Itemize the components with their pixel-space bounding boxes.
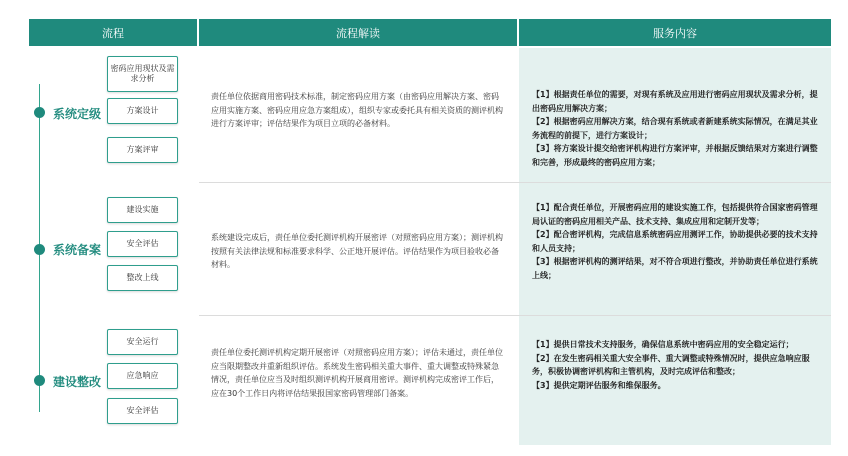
stage-3-service-2: 【2】在发生密码相关重大安全事件、重大调整或特殊情况时，提供应急响应服务，积极协调密评机构和主管机构，及时完成评估和整改； [532,353,810,376]
stage-2-step-1[interactable]: 建设实施 [107,197,178,223]
header-service-content: 服务内容 [519,19,831,46]
stage-2-step-2[interactable]: 安全评估 [107,231,178,257]
stage-3-service-3: 【3】提供定期评估服务和维保服务。 [532,380,666,390]
stage-3-dot [34,375,45,386]
stage-2-service-1: 【1】配合责任单位，开展密码应用的建设实施工作，包括提供符合国家密码管理局认证的密码应用相关产品、技术支持、集成应用和定制开发等； [532,203,818,226]
stage-1-step-2[interactable]: 方案设计 [107,98,178,124]
stage-1-services [532,88,821,169]
stage-1-interpretation-cell [199,48,517,182]
process-table [29,19,831,445]
header-interpretation: 流程解读 [199,19,517,46]
stage-1-dot [34,107,45,118]
stage-2-service-cell [519,183,831,315]
stage-3-services [532,338,821,392]
stage-2-description: 系统建设完成后，责任单位委托测评机构开展密评（对照密码应用方案）；测评机构按照有关法律法规和标准要求科学、公正地开展评估。评估结果作为项目验收必备材料。 [211,233,503,269]
stage-1-name: 系统定级 [53,107,102,121]
stage-3-service-1: 【1】提供日常技术支持服务，确保信息系统中密码应用的安全稳定运行； [532,340,794,349]
stage-2-service-3: 【3】根据密评机构的测评结果，对不符合项进行整改，并协助责任单位进行系统上线； [532,257,818,280]
stage-3-interpretation-cell [199,316,517,445]
stage-3-service-cell [519,316,831,445]
stage-3-description: 责任单位委托测评机构定期开展密评（对照密码应用方案）；评估未通过，责任单位应当限期整改并重新组织评估。系统发生密码相关重大事件、重大调整或特殊紧急情况，责任单位应当及时组织测评机构开展商用密评。测评机构完成密评工作后，应在30个工作日内将评估结果报国家密码管理部门备案。 [211,348,503,398]
stage-3-step-1[interactable]: 安全运行 [107,329,178,355]
stage-3-name: 建设整改 [53,375,102,389]
header-process: 流程 [29,19,197,46]
stage-1-service-cell [519,48,831,182]
stage-2-interpretation-cell [199,183,517,315]
stage-1-step-3[interactable]: 方案评审 [107,137,178,163]
stage-1-service-3: 【3】将方案设计提交给密评机构进行方案评审，并根据反馈结果对方案进行调整和完善，形成最终的密码应用方案； [532,144,818,167]
stage-2-dot [34,244,45,255]
stage-2-name: 系统备案 [53,243,102,257]
stage-1-service-1: 【1】根据责任单位的需要，对现有系统及应用进行密码应用现状及需求分析，提出密码应用解决方案； [532,90,818,113]
stage-1-step-1[interactable]: 密码应用现状及需求分析 [107,56,178,92]
stage-2-step-3[interactable]: 整改上线 [107,265,178,291]
stage-1-service-2: 【2】根据密码应用解决方案，结合现有系统或者新建系统实际情况，在满足其业务流程的前提下，进行方案设计； [532,117,818,140]
stage-3-step-3[interactable]: 安全评估 [107,398,178,424]
stage-2-services [532,201,821,282]
stage-3-step-2[interactable]: 应急响应 [107,363,178,389]
stage-1-description: 责任单位依据商用密码技术标准，制定密码应用方案（由密码应用解决方案、密码应用实施方案、密码应用应急方案组成），组织专家或委托具有相关资质的测评机构进行方案评审；评估结果作为项目立项的必备材料。 [211,92,503,128]
stage-2-service-2: 【2】配合密评机构，完成信息系统密码应用测评工作，协助提供必要的技术支持和人员支持； [532,230,818,253]
